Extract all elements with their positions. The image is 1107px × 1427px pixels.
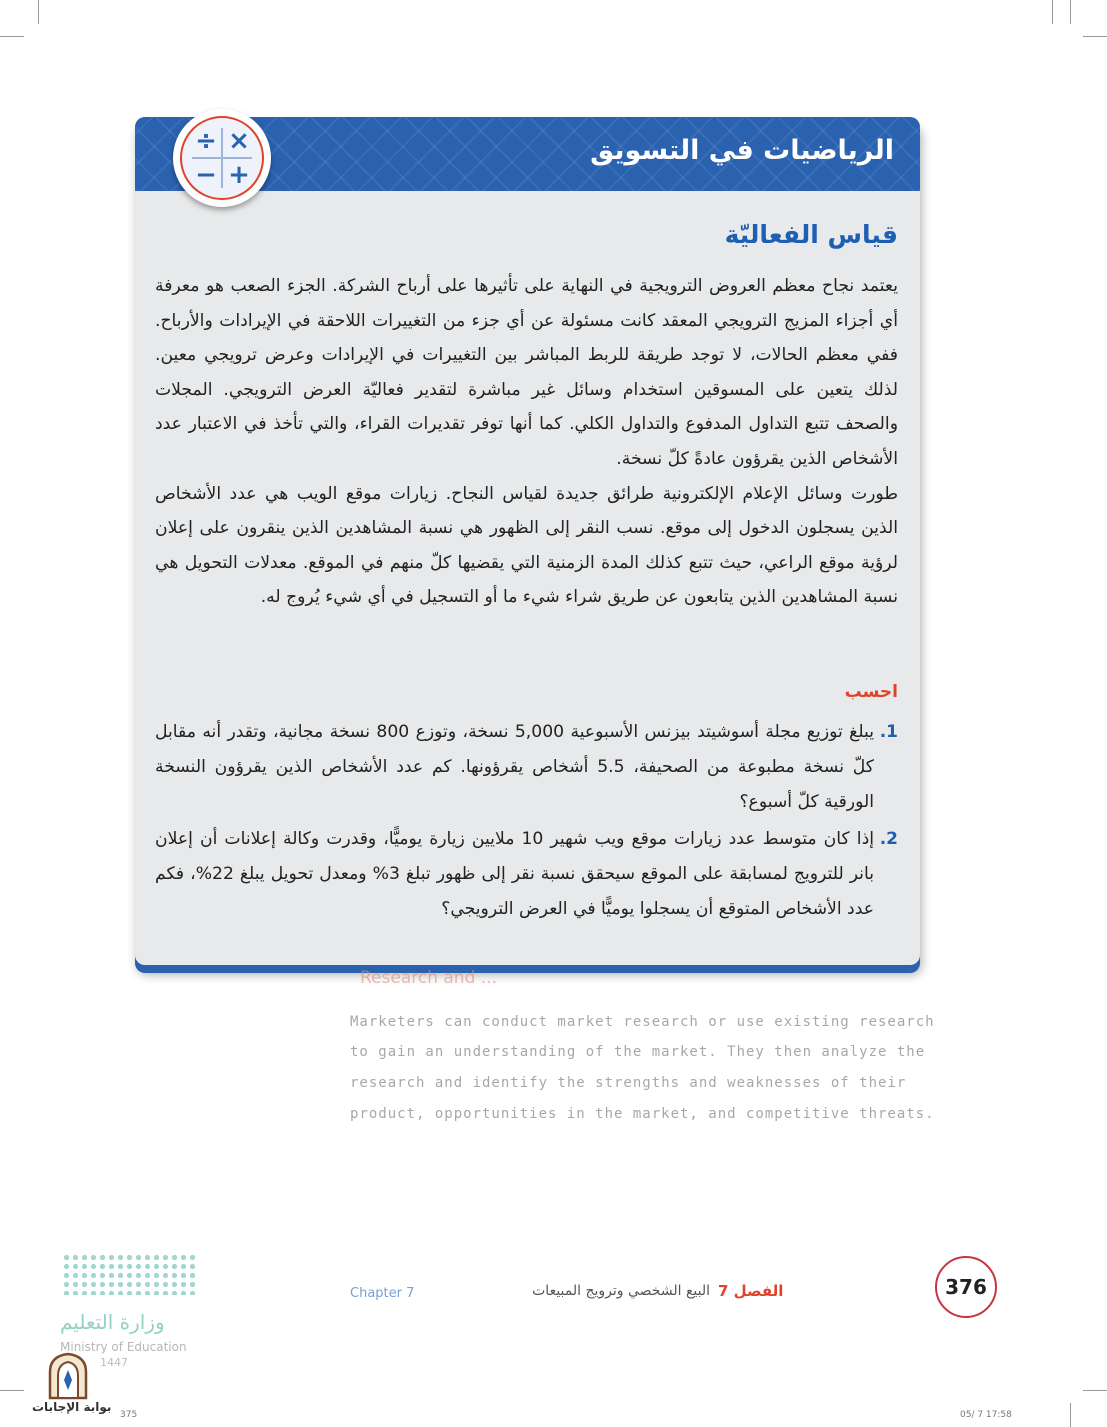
body-text	[155, 269, 898, 615]
ministry-name-en: Ministry of Education	[60, 1340, 187, 1354]
ministry-name: وزارة التعليم	[60, 1310, 165, 1334]
plus-icon: +	[228, 160, 250, 190]
question-number: 1.	[879, 722, 898, 742]
crop-mark	[0, 36, 24, 37]
crop-mark	[1052, 0, 1053, 24]
question-number: 2.	[879, 829, 898, 849]
print-slug: 375	[120, 1410, 138, 1420]
faded-line: product, opportunities in the market, and competitive threats.	[350, 1106, 935, 1122]
site-logo-icon	[46, 1350, 90, 1400]
footer-chapter-en: Chapter 7	[350, 1286, 415, 1301]
crop-mark	[38, 0, 39, 24]
ministry-year: 1447	[100, 1356, 128, 1369]
question-text: إذا كان متوسط عدد زيارات موقع ويب شهير 10 ملايين زيارة يوميًّا، وقدرت وكالة إعلانات أن إعلان بانر للترويج لمسابقة على الموقع سيحقق نسبة نقر إلى ظهور تبلغ 3% ومعدل تحويل يبلغ 22%، فكم عدد الأشخاص المتوقع أن يسجلوا يوميًّا في العرض الترويجي؟	[155, 829, 874, 919]
multiply-icon: ×	[228, 126, 250, 156]
question-list	[155, 715, 898, 929]
print-slug: 05/ 7 17:58	[960, 1410, 1012, 1420]
footer-chapter: الفصل 7	[718, 1282, 784, 1300]
crop-mark	[0, 1390, 24, 1391]
question-item	[155, 822, 898, 927]
feature-title: الرياضيات في التسويق	[590, 135, 894, 166]
faded-heading: Research and ...	[360, 968, 497, 988]
calculator-operators-icon	[173, 109, 271, 207]
section-heading: قياس الفعاليّة	[724, 220, 898, 249]
math-in-marketing-box	[135, 117, 920, 965]
crop-mark	[1083, 1390, 1107, 1391]
crop-mark	[1070, 1403, 1071, 1427]
faded-line: to gain an understanding of the market. They then analyze the	[350, 1044, 926, 1060]
divide-icon: ÷	[195, 126, 217, 156]
paragraph: طورت وسائل الإعلام الإلكترونية طرائق جديدة لقياس النجاح. زيارات موقع الويب هي عدد الأشخاص الذين يسجلون الدخول إلى موقع. نسب النقر إلى الظهور هي نسبة المشاهدين الذين ينقرون على إعلان لرؤية موقع الراعي، حيث تتبع كذلك المدة الزمنية التي يقضيها كلّ منهم في الموقع. معدلات التحويل هي نسبة المشاهدين الذين يتابعون عن طريق شراء شيء ما أو التسجيل في أي شيء يُروج له.	[155, 483, 898, 608]
ministry-logo	[62, 1253, 198, 1295]
site-label: بوابة الإجابات	[32, 1400, 112, 1414]
crop-mark	[1083, 36, 1107, 37]
faded-line: Marketers can conduct market research or use existing research	[350, 1014, 935, 1030]
page-number: 376	[935, 1256, 997, 1318]
paragraph: يعتمد نجاح معظم العروض الترويجية في النهاية على تأثيرها على أرباح الشركة. الجزء الصعب هو معرفة أي أجزاء المزيج الترويجي المعقد كانت مسئولة عن أي جزء من التغييرات اللاحقة في الإيرادات والأرباح. ففي معظم الحالات، لا توجد طريقة للربط المباشر بين التغييرات في الإيرادات وعرض ترويجي معين. لذلك يتعين على المسوقين استخدام وسائل غير مباشرة لتقدير فعاليّة العرض الترويجي. المجلات والصحف تتبع التداول المدفوع والتداول الكلي. كما أنها توفر تقديرات القراء، والتي تأخذ في الاعتبار عدد الأشخاص الذين يقرؤون عادةً كلّ نسخة.	[155, 276, 898, 469]
footer-chapter-title: البيع الشخصي وترويج المبيعات	[532, 1283, 710, 1299]
calculate-heading: احسب	[844, 682, 898, 702]
minus-icon: −	[195, 160, 217, 190]
faded-line: research and identify the strengths and weaknesses of their	[350, 1075, 907, 1091]
question-text: يبلغ توزيع مجلة أسوشيتد بيزنس الأسبوعية 5,000 نسخة، وتوزع 800 نسخة مجانية، وتقدر أنه مقابل كلّ نسخة مطبوعة من الصحيفة، 5.5 أشخاص يقرؤونها. كم عدد الأشخاص الذين يقرؤون النسخة الورقية كلّ أسبوع؟	[155, 722, 874, 812]
crop-mark	[1070, 0, 1071, 24]
question-item	[155, 715, 898, 820]
